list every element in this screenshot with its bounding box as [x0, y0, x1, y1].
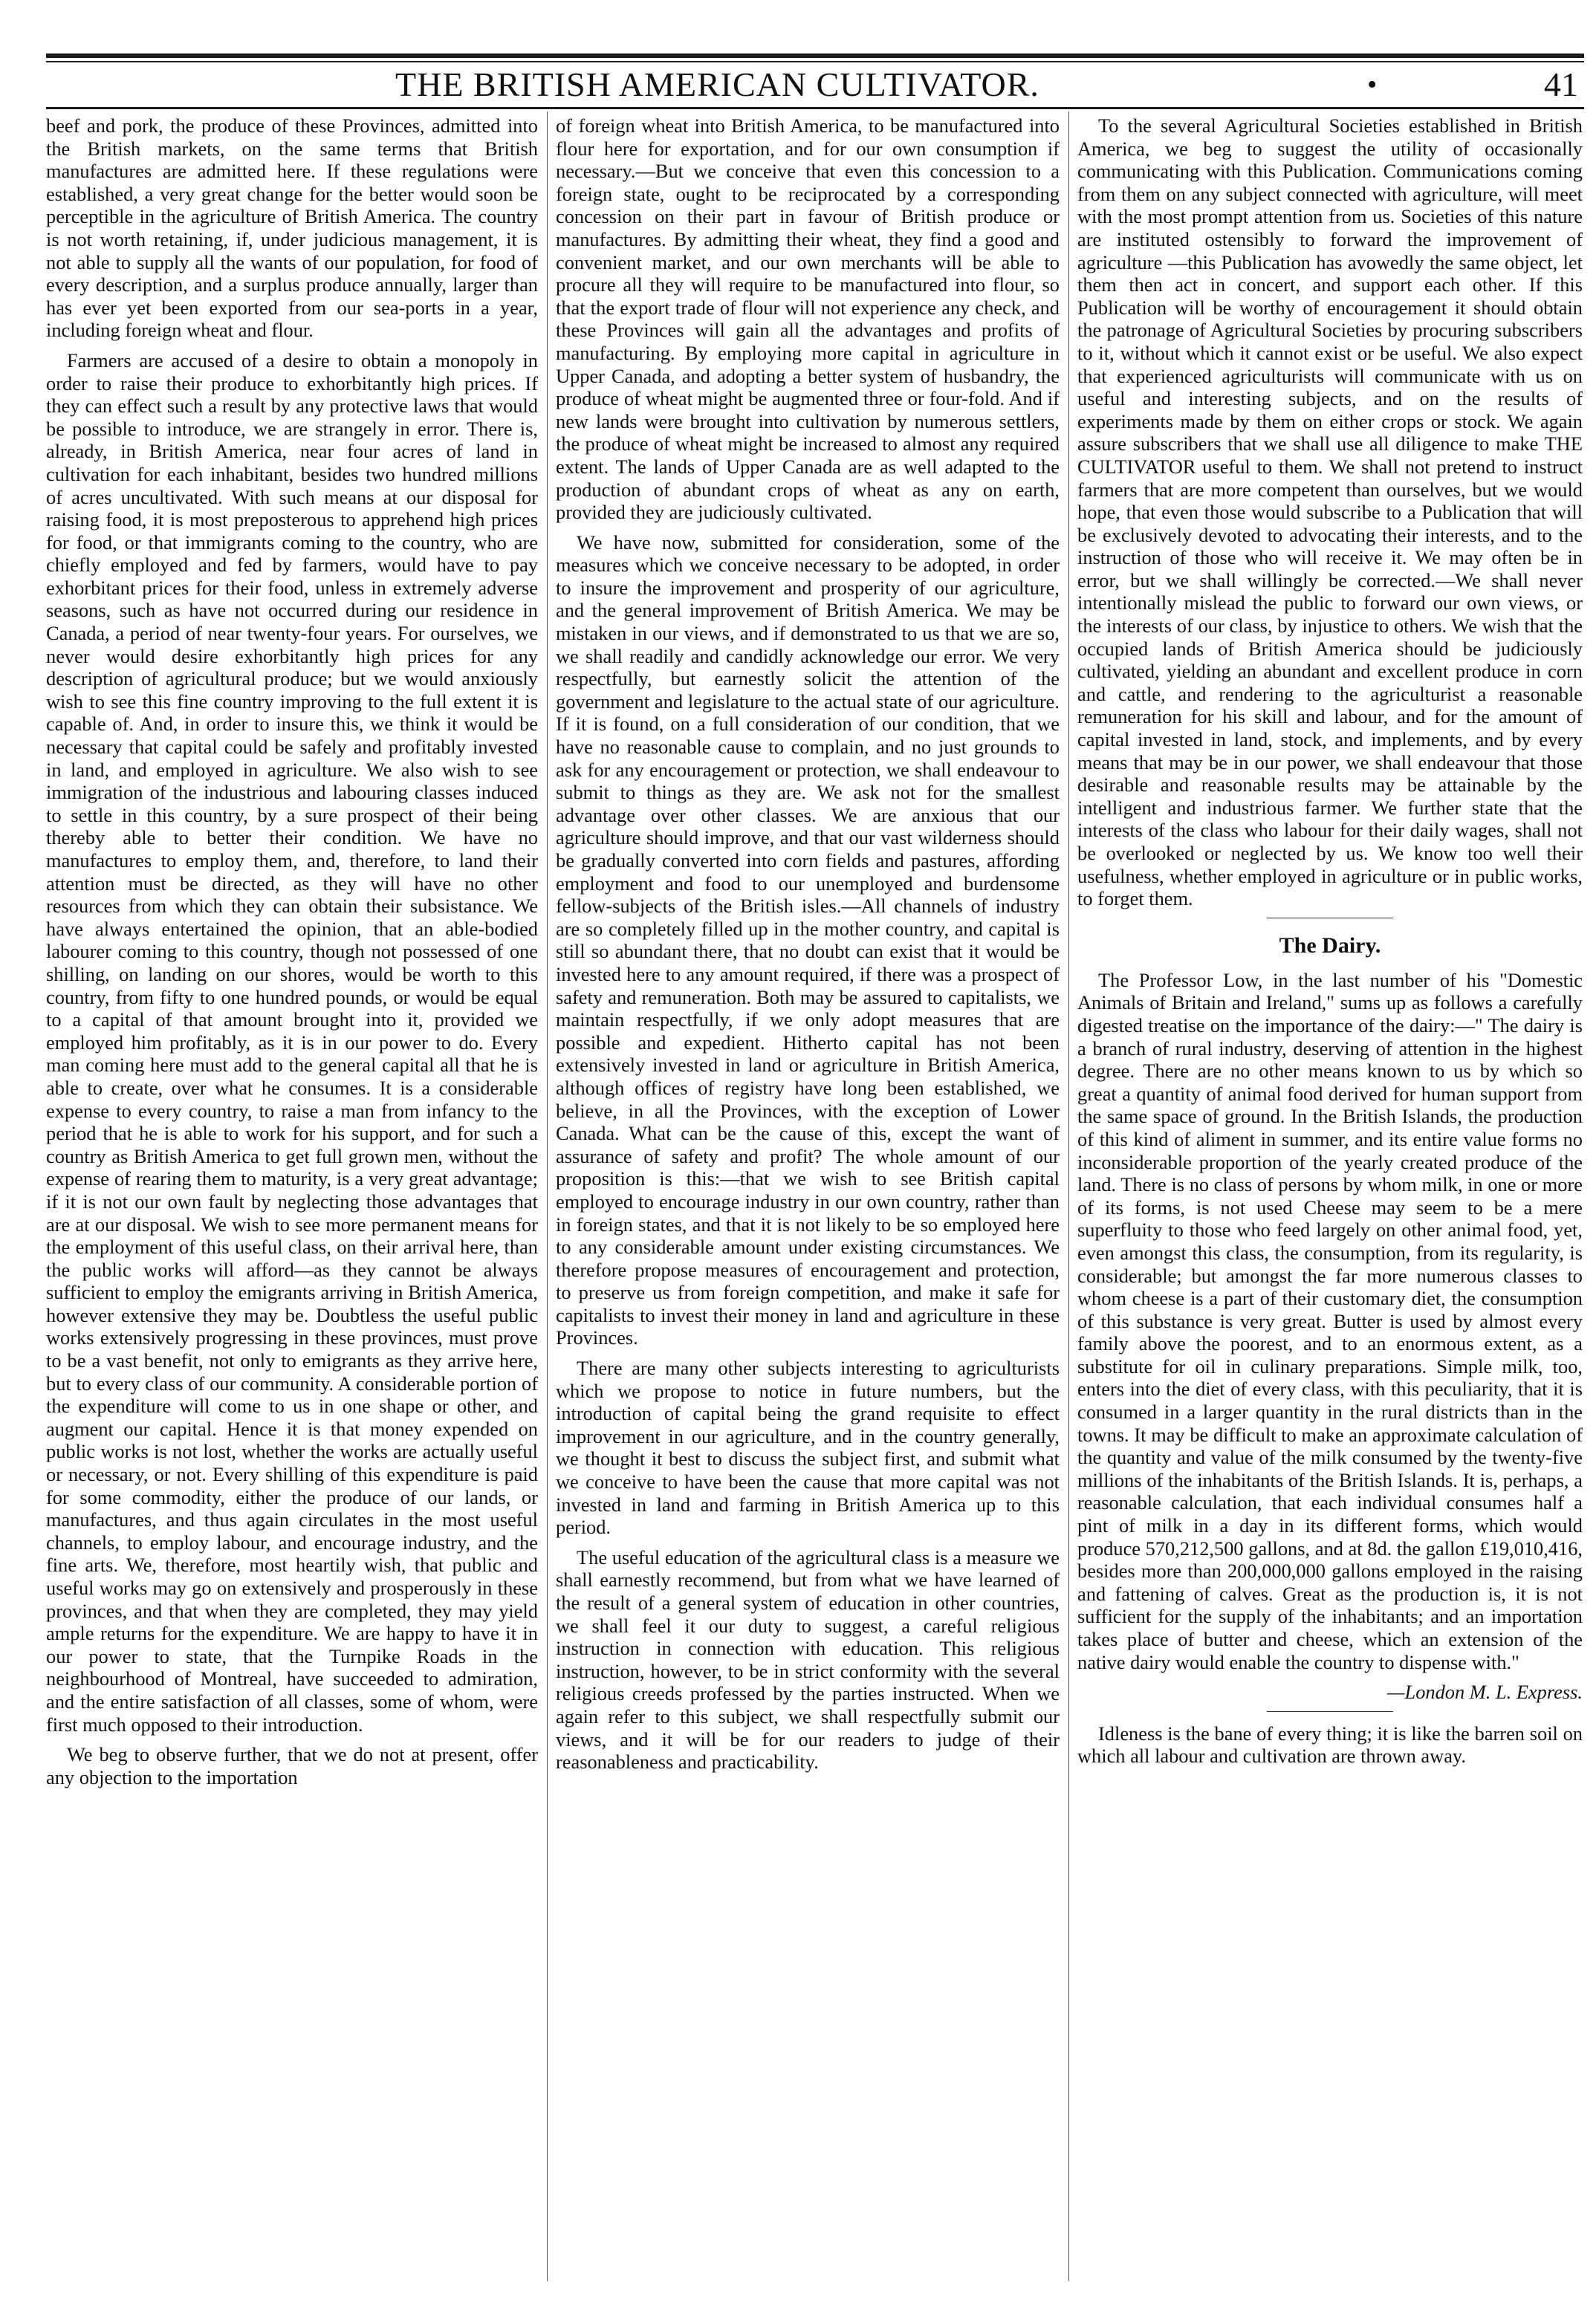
- publication-title: THE BRITISH AMERICAN CULTIVATOR.: [395, 65, 1039, 103]
- paragraph: There are many other subjects interesting to agriculturists which we propose to notice in future numbers, but the introduction of capital being the grand requisite to effect improvement in our agriculture, and in the country generally, we thought it best to discuss the subject first, and submit what we conceive to have been the cause that more capital was not invested in land and farming in British America up to this period.: [556, 1357, 1060, 1539]
- paragraph: of foreign wheat into British America, to be manufactured into flour here for exportation, and for our own consumption if necessary.—But we conceive that even this concession to a foreign state, ought to be reciprocated by a corresponding concession on their part in favour of British produce or manufactures. By admitting their wheat, they find a good and convenient market, and our own merchants will be able to procure all they will require to be manufactured into flour, so that the export trade of flour will not experience any check, and these Provinces will gain all the advantages and profits of manufacturing. By employing more capital in agriculture in Upper Canada, and adopting a better system of husbandry, the produce of wheat might be augmented three or four-fold. And if new lands were brought into cultivation by numerous settlers, the produce of wheat might be increased to almost any required extent. The lands of Upper Canada are as well adapted to the production of abundant crops of wheat as any on earth, provided they are judiciously cultivated.: [556, 114, 1060, 524]
- header-rule: [46, 107, 1584, 109]
- column-1: [46, 114, 538, 2291]
- section-heading-dairy: The Dairy.: [1279, 932, 1381, 958]
- column-2: [556, 114, 1060, 2291]
- running-header: [46, 64, 1584, 106]
- paragraph: The Professor Low, in the last number of his "Domestic Animals of Britain and Ireland," sums up as follows a carefully digested treatise on the importance of the dairy:—" The dairy is a branch of rural industry, deserving of attention in the highest degree. There are no other means known to us by which so great a quantity of animal food derived for human support from the same space of ground. In the British Islands, the production of this kind of aliment in summer, and its entire value forms no inconsiderable proportion of the yearly created produce of the land. There is no class of persons by whom milk, in one or more of its forms, is not used Cheese may seem to be a mere superfluity to those who feed largely on other animal food, yet, even amongst this class, the consumption, from its regularity, is considerable; but amongst the far more numerous classes to whom cheese is a part of their customary diet, the consumption of this substance is very great. Butter is used by almost every family above the poorest, and to an enormous extent, as a substitute for oil in culinary preparations. Simple milk, too, enters into the diet of every class, with this peculiarity, that it is consumed in a larger quantity in the rural districts than in the towns. It may be difficult to make an approximate calculation of the quantity and value of the milk consumed by the twenty-five millions of the inhabitants of the British Islands. It is, perhaps, a reasonable calculation, that each individual consumes half a pint of milk in a day in its different forms, which would produce 570,212,500 gallons, and at 8d. the gallon £19,010,416, besides more than 200,000,000 gallons employed in the raising and fattening of calves. Great as the production is, it is not sufficient for the supply of the inhabitants; and an importation takes place of butter and cheese, which an extension of the native dairy would enable the country to dispense with.": [1077, 968, 1583, 1673]
- section-divider: [1267, 1711, 1393, 1712]
- paragraph: beef and pork, the produce of these Provinces, admitted into the British markets, on the same terms that British manufactures are admitted here. If these regulations were established, a very great change for the better would soon be perceptible in the agriculture of British America. The country is not worth retaining, if, under judicious management, it is not able to supply all the wants of our population, for food of every description, and a surplus produce annually, larger than has ever yet been exported from our sea-ports in a year, including foreign wheat and flour.: [46, 114, 538, 342]
- top-thick-rule: [46, 53, 1584, 58]
- paragraph: To the several Agricultural Societies established in British America, we beg to suggest the utility of occasionally communicating with this Publication. Communications coming from them on any subject connected with agriculture, will meet with the most prompt attention from us. Societies of this nature are instituted ostensibly to forward the improvement of agriculture —this Publication has avowedly the same object, let them then act in concert, and support each other. If this Publication will be worthy of encouragement it should obtain the patronage of Agricultural Societies by procuring subscribers to it, without which it cannot exist or be useful. We also expect that experienced agriculturists will communicate with us on useful and interesting subjects, and on the results of experiments made by them on either crops or stock. We again assure subscribers that we shall use all diligence to make THE CULTIVATOR useful to them. We shall not pretend to instruct farmers that are more competent than ourselves, but we would hope, that even those would subscribe to a Publication that will be exclusively devoted to advocating their interests, and to the instruction of those who will receive it. We may often be in error, but we shall willingly be corrected.—We shall never intentionally mislead the public to forward our own views, or the interests of our class, by injustice to others. We wish that the occupied lands of British America should be judiciously cultivated, yielding an abundant and excellent produce in corn and cattle, and rendering to the agriculturist a reasonable remuneration for his skill and labour, and for the amount of capital invested in land, stock, and implements, and by every means that may be in our power, we shall endeavour that those desirable and reasonable results may be attainable by the intelligent and industrious farmer. We further state that the interests of the class who labour for their daily wages, shall not be overlooked or neglected by us. We know too well their usefulness, whether employed in agriculture or in public works, to forget them.: [1077, 114, 1583, 910]
- top-thin-rule: [46, 61, 1584, 62]
- column-divider-2: [1068, 111, 1069, 2281]
- paragraph: We have now, submitted for consideration, some of the measures which we conceive necessary to be adopted, in order to insure the improvement and prosperity of our agriculture, and the general improvement of British America. We may be mistaken in our views, and if demonstrated to us that we are so, we shall readily and candidly acknowledge our error. We very respectfully, but earnestly solicit the attention of the government and legislature to the actual state of our agriculture. If it is found, on a full consideration of our condition, that we have no reasonable cause to complain, and no just grounds to ask for any encouragement or protection, we shall endeavour to submit to things as they are. We ask not for the smallest advantage over other classes. We are anxious that our agriculture should improve, and that our vast wilderness should be gradually converted into corn fields and pastures, affording employment and food to our unemployed and burdensome fellow-subjects of the British isles.—All channels of industry are so completely filled up in the mother country, and capital is still so abundant there, that no doubt can exist that it would be invested here to any amount required, if there was a prospect of safety and remuneration. Both may be assured to capitalists, we maintain respectfully, if we only adopt measures that are possible and expedient. Hitherto capital has not been extensively invested in land or agriculture in British America, although offices of registry have long been established, we believe, in all the Provinces, with the exception of Lower Canada. What can be the cause of this, except the want of assurance of safety and profit? The whole amount of our proposition is this:—that we wish to see British capital employed to encourage industry in our own country, rather than in foreign states, and that it is not likely to be so employed here to any considerable amount under existing circumstances. We therefore propose measures of encouragement and protection, to preserve us from foreign competition, and make it safe for capitalists to invest their money in land and agriculture in these Provinces.: [556, 531, 1060, 1349]
- header-separator: •: [1367, 69, 1378, 100]
- page-number: 41: [1544, 65, 1578, 103]
- paragraph: We beg to observe further, that we do not at present, offer any objection to the importation: [46, 1743, 538, 1788]
- column-divider-1: [547, 111, 548, 2281]
- paragraph: Idleness is the bane of every thing; it is like the barren soil on which all labour and cultivation are thrown away.: [1077, 1722, 1583, 1768]
- source-attribution: —London M. L. Express.: [1387, 1681, 1583, 1704]
- paragraph: Farmers are accused of a desire to obtain a monopoly in order to raise their produce to exhorbitantly high prices. If they can effect such a result by any protective laws that would be possible to introduce, we are strangely in error. There is, already, in British America, near four acres of land in cultivation for each inhabitant, besides two hundred millions of acres uncultivated. With such means at our disposal for raising food, it is most preposterous to apprehend high prices for food, or that immigrants coming to the country, who are chiefly employed and fed by farmers, would have to pay exhorbitant prices for their food, unless in extremely adverse seasons, such as have not occurred during our residence in Canada, a period of near twenty-four years. For ourselves, we never would desire exhorbitantly high prices for any description of agricultural produce; but we would anxiously wish to see this fine country improving to the full extent it is capable of. And, in order to insure this, we think it would be necessary that capital could be safely and profitably invested in land, and employed in agriculture. We also wish to see immigration of the industrious and labouring classes induced to settle in this country, by a sure prospect of their being thereby able to better their condition. We have no manufactures to employ them, and, therefore, to land their attention must be directed, as they will have no other resources from which they can obtain their subsistance. We have always entertained the opinion, that an able-bodied labourer coming to this country, though not possessed of one shilling, on landing on our shores, would be worth to this country, from fifty to one hundred pounds, or would be equal to a capital of that amount brought into it, provided we employed him profitably, as it is in our power to do. Every man coming here must add to the general capital all that he is able to create, over what he consumes. It is a considerable expense to every country, to raise a man from infancy to the period that he is able to work for his support, and for such a country as British America to get full grown men, without the expense of rearing them to maturity, is a very great advantage; if it is not our own fault by neglecting those advantages that are at our disposal. We wish to see more permanent means for the employment of this useful class, on their arrival here, than the public works will afford—as they cannot be always sufficient to employ the emigrants arriving in British America, however extensive they may be. Doubtless the useful public works extensively progressing in these provinces, must prove to be a vast benefit, not only to emigrants as they arrive here, but to every class of our community. A considerable portion of the expenditure will come to us in one shape or other, and augment our capital. Hence it is that money expended on public works is not lost, whether the works are actually useful or necessary, or not. Every shilling of this expenditure is paid for some commodity, either the produce of our lands, or manufactures, and thus again circulates in the most useful channels, to employ labour, and encourage industry, and the fine arts. We, therefore, most heartily wish, that public and useful works may go on extensively and prosperously in these provinces, and that when they are completed, they may yield ample returns for the expenditure. We are happy to have it in our power to state, that the Turnpike Roads in the neighbourhood of Montreal, have succeeded to admiration, and the entire satisfaction of all classes, some of whom, were first much opposed to their introduction.: [46, 348, 538, 1736]
- paragraph: The useful education of the agricultural class is a measure we shall earnestly recommend, but from what we have learned of the result of a general system of education in other countries, we shall feel it our duty to suggest, a careful religious instruction in connection with education. This religious instruction, however, to be in strict conformity with the several religious creeds professed by the parties instructed. When we again refer to this subject, we shall respectfully submit our views, and it will be for our readers to judge of their reasonableness and practicability.: [556, 1545, 1060, 1774]
- column-3: [1077, 114, 1583, 2291]
